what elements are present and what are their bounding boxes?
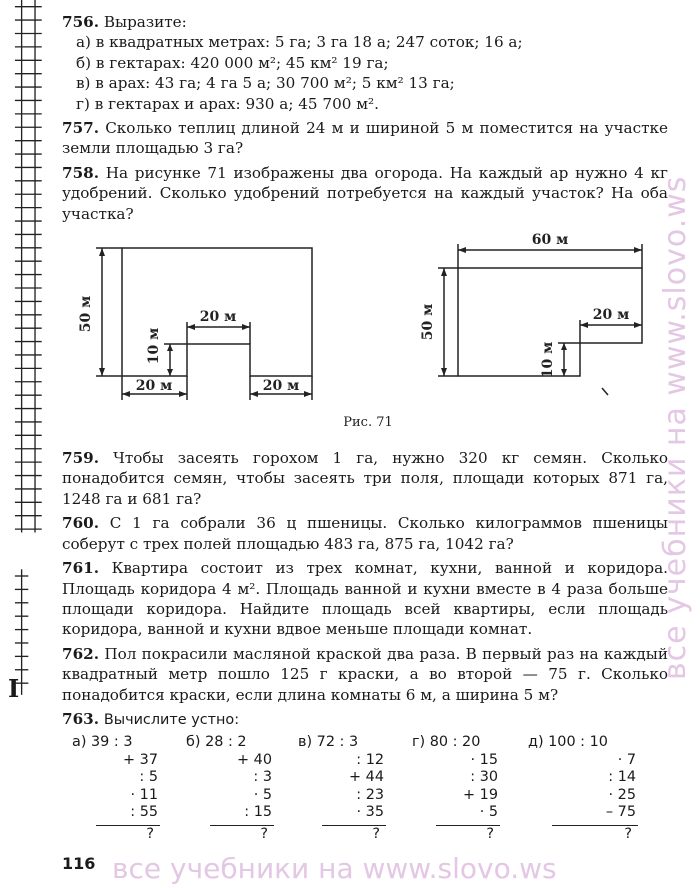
operation: : 5 (139, 769, 158, 786)
problem-number: 760. (62, 514, 99, 533)
operation: + 19 (463, 786, 498, 803)
column-b (186, 734, 294, 843)
operation: · 15 (470, 751, 498, 768)
problem-number: 757. (62, 119, 99, 138)
left-bottom-left-label: 20 м (135, 378, 173, 395)
operation: · 5 (253, 786, 272, 803)
column-head: д) 100 : 10 (528, 734, 608, 751)
column-d (528, 734, 658, 843)
mental-math-columns (62, 734, 668, 868)
item-v: в) в арах: 43 га; 4 га 5 а; 30 700 м²; 5 км² 13 га; (76, 74, 455, 93)
left-height-label: 50 м (78, 295, 94, 333)
problem-761 (62, 558, 668, 640)
item-b: б) в гектарах: 420 000 м²; 45 км² 19 га; (76, 53, 389, 72)
problem-text: Вычислите устно: (103, 711, 240, 728)
result: ? (372, 825, 380, 842)
figure-caption: Рис. 71 (343, 415, 393, 431)
page-content (62, 12, 668, 868)
problem-number: 756. (62, 13, 99, 31)
operation: · 11 (130, 786, 158, 803)
problem-762 (62, 644, 668, 705)
figure-71 (62, 228, 668, 442)
problem-758 (62, 163, 668, 224)
operation: · 7 (617, 751, 636, 768)
watermark-vertical: все учебники на www.slovo.ws (658, 175, 693, 680)
problem-number: 759. (62, 449, 99, 468)
result: ? (146, 825, 154, 842)
column-head: б) 28 : 2 (186, 734, 247, 751)
problem-text: С 1 га собрали 36 ц пшеницы. Сколько килограммов пшеницы соберут с трех полей площадью 483 га, 875 га, 1042 га? (62, 514, 669, 553)
operation: + 40 (237, 751, 272, 768)
right-height-label: 50 м (420, 303, 436, 341)
problem-text: Квартира состоит из трех комнат, кухни, ванной и коридора. Площадь коридора 4 м². Площадь ванной и кухни вместе в 4 раза больше площади коридора. Найдите площадь всей квартиры, если площадь коридора, ванной и кухни вдвое меньше площади комнат. (62, 559, 668, 639)
result: ? (260, 825, 268, 842)
operation: : 55 (130, 804, 158, 821)
operation: · 35 (356, 804, 384, 821)
item-a: а) в квадратных метрах: 5 га; 3 га 18 а; 247 соток; 16 а; (76, 33, 523, 52)
operation: · 5 (479, 804, 498, 821)
problem-757 (62, 118, 668, 159)
problem-759 (62, 448, 668, 509)
left-bottom-right-label: 20 м (262, 378, 300, 395)
operation: : 15 (244, 804, 272, 821)
operation: : 12 (356, 751, 384, 768)
column-head: а) 39 : 3 (72, 734, 133, 751)
problem-number: 758. (62, 163, 99, 182)
problem-text: На рисунке 71 изображены два огорода. На каждый ар нужно 4 кг удобрений. Сколько удобрений потребуется на каждый участок? На оба участка? (62, 163, 668, 223)
column-v (298, 734, 406, 843)
watermark-bottom: все учебники на www.slovo.ws (112, 852, 557, 885)
operation: · 25 (608, 786, 636, 803)
result: ? (624, 825, 632, 842)
right-step-width-label: 20 м (592, 307, 630, 324)
column-head: г) 80 : 20 (412, 734, 481, 751)
problem-number: 763. (62, 709, 99, 728)
problem-763 (62, 709, 668, 730)
left-notch-depth-label: 10 м (146, 327, 162, 365)
operation: – 75 (605, 804, 636, 821)
left-notch-width-label: 20 м (199, 309, 237, 326)
margin-ladder (0, 0, 60, 720)
page-number: 116 (62, 854, 96, 873)
right-top-width-label: 60 м (531, 232, 569, 249)
column-a (72, 734, 180, 843)
operation: + 44 (349, 769, 384, 786)
column-g (412, 734, 520, 843)
operation: : 14 (608, 769, 636, 786)
problem-756 (62, 12, 668, 114)
item-g: г) в гектарах и арах: 930 а; 45 700 м². (76, 94, 379, 113)
margin-marker: I (8, 674, 20, 703)
problem-number: 761. (62, 559, 99, 578)
problem-text: Выразите: (103, 13, 187, 31)
operation: + 37 (123, 751, 158, 768)
problem-text: Сколько теплиц длиной 24 м и шириной 5 м поместится на участке земли площадью 3 га? (62, 119, 668, 158)
column-head: в) 72 : 3 (298, 734, 359, 751)
operation: : 23 (356, 786, 384, 803)
operation: : 30 (470, 769, 498, 786)
problem-760 (62, 513, 668, 554)
operation: : 3 (253, 769, 272, 786)
problem-number: 762. (62, 644, 99, 663)
result: ? (486, 825, 494, 842)
figure-71-drawing (62, 228, 668, 442)
right-step-depth-label: 10 м (540, 341, 556, 379)
problem-text: Чтобы засеять горохом 1 га, нужно 320 кг семян. Сколько понадобится семян, чтобы засеять три поля, площади которых 871 га, 1248 га и 681 га? (62, 449, 669, 508)
problem-text: Пол покрасили масляной краской два раза. В первый раз на каждый квадратный метр пошло 125 г краски, а во второй — 75 г. Сколько понадобится краски, если длина комнаты 6 м, а ширина 5 м? (62, 644, 668, 704)
